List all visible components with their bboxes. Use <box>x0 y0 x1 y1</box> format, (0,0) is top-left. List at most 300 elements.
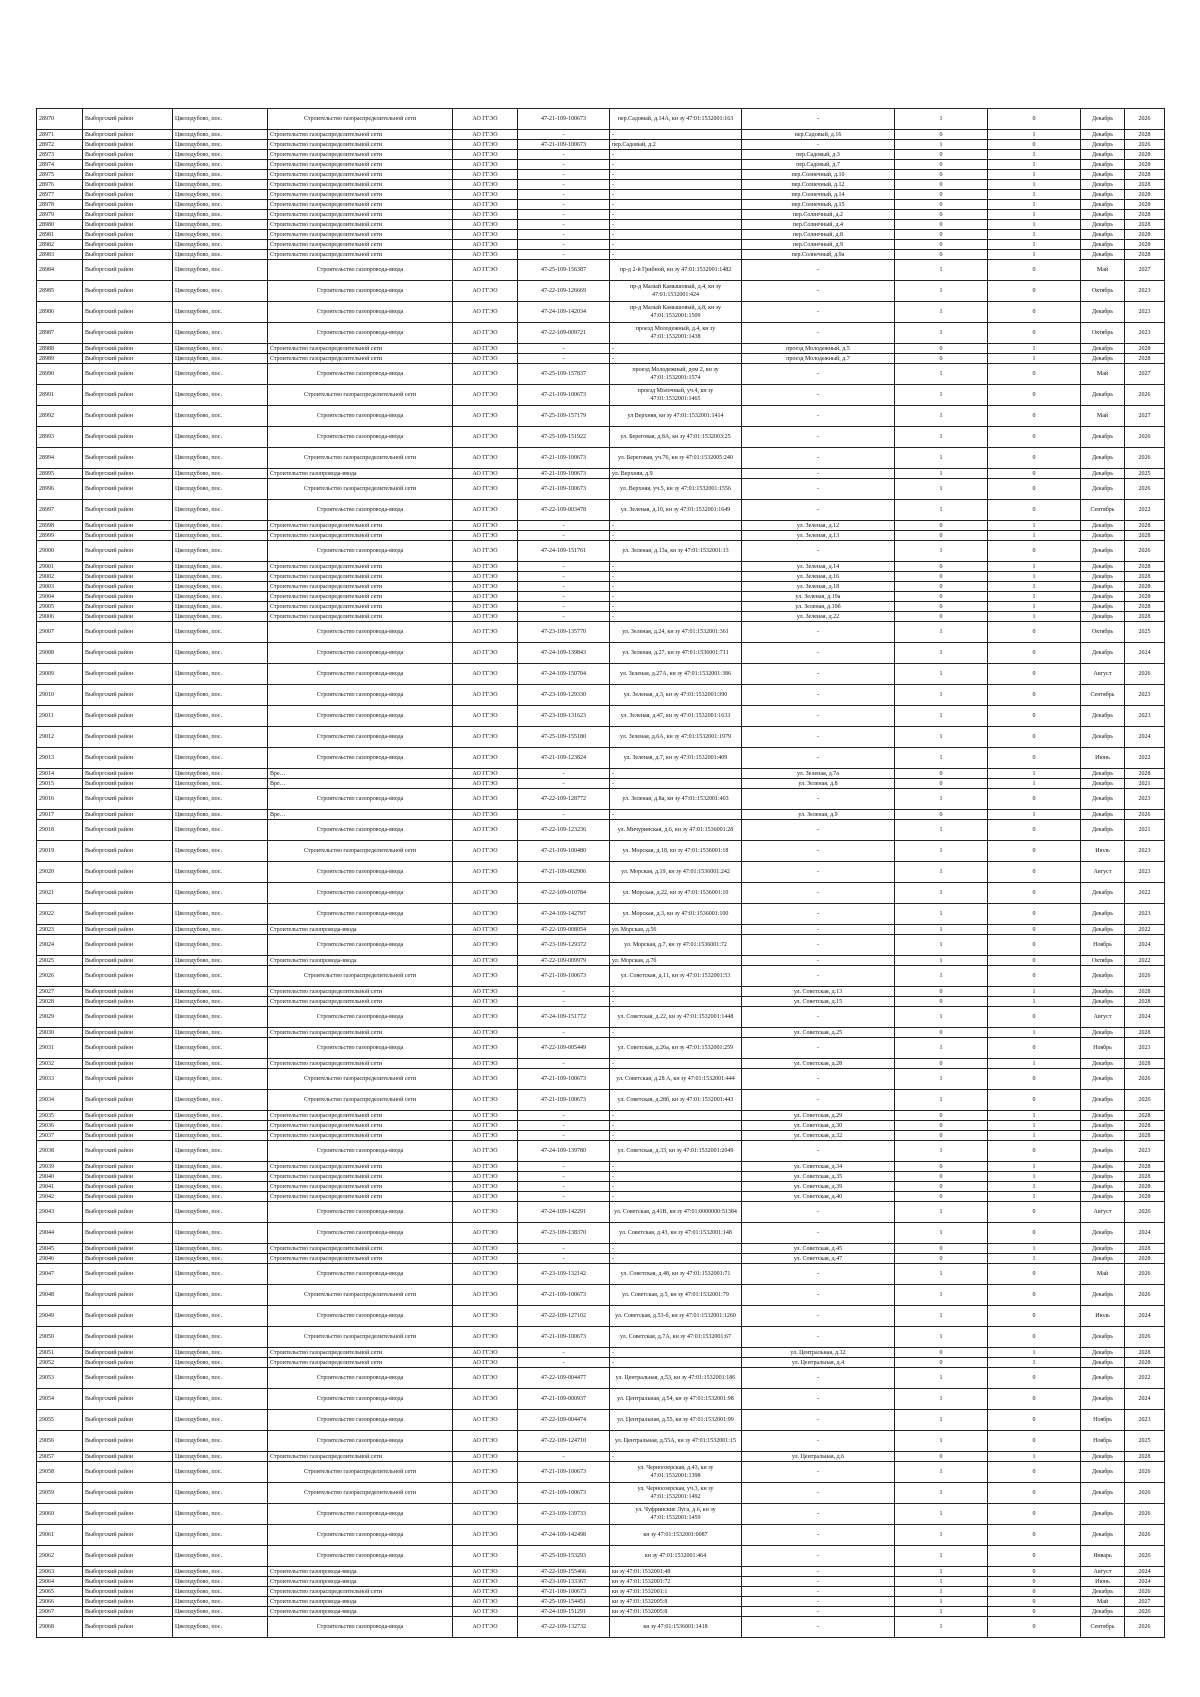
cell-year: 2028 <box>1125 1244 1165 1254</box>
cell-count-b: 0 <box>988 1223 1081 1244</box>
cell-year: 2023 <box>1125 862 1165 883</box>
table-row <box>37 622 1165 643</box>
table-row <box>37 1162 1165 1172</box>
cell-work-type: Строительство газораспределительной сети <box>268 602 453 612</box>
cell-count-a: 0 <box>895 987 988 997</box>
cell-year: 2028 <box>1125 250 1165 260</box>
cell-year: 2028 <box>1125 130 1165 140</box>
cell-organization: АО ГГЭО <box>453 582 518 592</box>
cell-work-type: Строительство газораспределительной сети <box>268 1182 453 1192</box>
cell-row-number: 28985 <box>37 281 83 302</box>
cell-work-type: Строительство газораспределительной сети <box>268 160 453 170</box>
cell-count-b: 0 <box>988 281 1081 302</box>
cell-work-type: Вре… <box>268 779 453 789</box>
cell-year: 2027 <box>1125 406 1165 427</box>
cell-count-a: 0 <box>895 1452 988 1462</box>
cell-year: 2028 <box>1125 1192 1165 1202</box>
cell-count-a: 0 <box>895 1121 988 1131</box>
cell-year: 2028 <box>1125 572 1165 582</box>
cell-month: Декабрь <box>1081 170 1125 180</box>
cell-count-b: 1 <box>988 1358 1081 1368</box>
cell-application-number: - <box>518 344 610 354</box>
table-row <box>37 789 1165 810</box>
cell-month: Декабрь <box>1081 1483 1125 1504</box>
cell-year: 2028 <box>1125 997 1165 1007</box>
cell-address-cadastral: ул. Советская, д.26а, кн зу 47:01:1532001:259 <box>610 1038 742 1059</box>
cell-organization: АО ГГЭО <box>453 1327 518 1348</box>
cell-month: Декабрь <box>1081 1389 1125 1410</box>
cell-count-a: 0 <box>895 769 988 779</box>
cell-month: Декабрь <box>1081 109 1125 130</box>
cell-district: Выборгский район <box>83 1452 173 1462</box>
cell-address-house: - <box>742 925 895 935</box>
cell-count-b: 1 <box>988 592 1081 602</box>
cell-address-cadastral: ул. Советская, д.48, кн зу 47:01:1532001:71 <box>610 1264 742 1285</box>
cell-address-house: ул. Советская, д.35 <box>742 1172 895 1182</box>
cell-address-cadastral: - <box>610 562 742 572</box>
cell-organization: АО ГГЭО <box>453 925 518 935</box>
cell-address-cadastral: - <box>610 1358 742 1368</box>
cell-row-number: 28990 <box>37 364 83 385</box>
cell-count-b: 0 <box>988 364 1081 385</box>
cell-settlement: Цвелодубово, пос. <box>173 997 268 1007</box>
cell-application-number: 47-25-109-157179 <box>518 406 610 427</box>
table-row <box>37 130 1165 140</box>
cell-month: Декабрь <box>1081 190 1125 200</box>
cell-district: Выборгский район <box>83 572 173 582</box>
cell-work-type: Вре… <box>268 769 453 779</box>
cell-settlement: Цвелодубово, пос. <box>173 1121 268 1131</box>
cell-month: Август <box>1081 862 1125 883</box>
cell-address-house: - <box>742 1389 895 1410</box>
cell-organization: АО ГГЭО <box>453 1389 518 1410</box>
cell-organization: АО ГГЭО <box>453 1182 518 1192</box>
cell-year: 2028 <box>1125 1131 1165 1141</box>
cell-district: Выборгский район <box>83 956 173 966</box>
cell-organization: АО ГГЭО <box>453 820 518 841</box>
cell-month: Ноябрь <box>1081 1038 1125 1059</box>
cell-organization: АО ГГЭО <box>453 406 518 427</box>
cell-district: Выборгский район <box>83 150 173 160</box>
cell-district: Выборгский район <box>83 685 173 706</box>
table-row <box>37 1254 1165 1264</box>
cell-row-number: 29028 <box>37 997 83 1007</box>
cell-address-house: - <box>742 1617 895 1638</box>
cell-row-number: 28993 <box>37 427 83 448</box>
cell-work-type: Строительство газопровода-ввода <box>268 469 453 479</box>
cell-year: 2028 <box>1125 1452 1165 1462</box>
cell-row-number: 29043 <box>37 1202 83 1223</box>
cell-work-type: Строительство газораспределительной сети <box>268 170 453 180</box>
table-row <box>37 820 1165 841</box>
cell-count-b: 0 <box>988 500 1081 521</box>
cell-row-number: 28992 <box>37 406 83 427</box>
cell-work-type: Строительство газопровода-ввода <box>268 1038 453 1059</box>
cell-year: 2026 <box>1125 427 1165 448</box>
cell-organization: АО ГГЭО <box>453 1358 518 1368</box>
cell-row-number: 29067 <box>37 1607 83 1617</box>
cell-organization: АО ГГЭО <box>453 1462 518 1483</box>
cell-year: 2028 <box>1125 1172 1165 1182</box>
cell-address-house: - <box>742 1483 895 1504</box>
cell-count-a: 0 <box>895 582 988 592</box>
cell-count-a: 0 <box>895 997 988 1007</box>
cell-application-number: 47-21-109-002906 <box>518 862 610 883</box>
cell-organization: АО ГГЭО <box>453 180 518 190</box>
cell-application-number: - <box>518 1254 610 1264</box>
cell-application-number: - <box>518 612 610 622</box>
cell-address-house: - <box>742 1007 895 1028</box>
cell-address-house: ул. Центральная, д.4 <box>742 1358 895 1368</box>
cell-row-number: 29042 <box>37 1192 83 1202</box>
cell-organization: АО ГГЭО <box>453 1617 518 1638</box>
cell-district: Выборгский район <box>83 479 173 500</box>
cell-month: Декабрь <box>1081 562 1125 572</box>
cell-settlement: Цвелодубово, пос. <box>173 987 268 997</box>
cell-count-a: 0 <box>895 250 988 260</box>
cell-month: Декабрь <box>1081 1244 1125 1254</box>
cell-district: Выборгский район <box>83 779 173 789</box>
cell-count-a: 0 <box>895 531 988 541</box>
cell-work-type: Строительство газопровода-ввода <box>268 935 453 956</box>
cell-district: Выборгский район <box>83 448 173 469</box>
cell-application-number: 47-21-109-000937 <box>518 1389 610 1410</box>
cell-district: Выборгский район <box>83 706 173 727</box>
cell-address-cadastral: ул. Центральная, д.55А, кн зу 47:01:1532001:15 <box>610 1431 742 1452</box>
cell-count-b: 0 <box>988 1285 1081 1306</box>
cell-settlement: Цвелодубово, пос. <box>173 1090 268 1111</box>
cell-application-number: 47-21-109-100673 <box>518 966 610 987</box>
cell-work-type: Строительство газораспределительной сети <box>268 140 453 150</box>
cell-row-number: 28987 <box>37 323 83 344</box>
cell-row-number: 29008 <box>37 643 83 664</box>
cell-address-house: - <box>742 427 895 448</box>
cell-month: Декабрь <box>1081 521 1125 531</box>
cell-count-a: 1 <box>895 935 988 956</box>
cell-settlement: Цвелодубово, пос. <box>173 302 268 323</box>
cell-settlement: Цвелодубово, пос. <box>173 862 268 883</box>
cell-count-b: 0 <box>988 1587 1081 1597</box>
table-row <box>37 109 1165 130</box>
cell-count-a: 0 <box>895 190 988 200</box>
cell-count-b: 0 <box>988 1617 1081 1638</box>
cell-count-a: 1 <box>895 1264 988 1285</box>
cell-application-number: 47-24-109-151291 <box>518 1607 610 1617</box>
cell-application-number: 47-21-109-100480 <box>518 841 610 862</box>
cell-settlement: Цвелодубово, пос. <box>173 706 268 727</box>
cell-work-type: Строительство газораспределительной сети <box>268 1254 453 1264</box>
table-row <box>37 1597 1165 1607</box>
cell-settlement: Цвелодубово, пос. <box>173 1059 268 1069</box>
cell-count-a: 1 <box>895 1607 988 1617</box>
cell-application-number: 47-25-109-155180 <box>518 727 610 748</box>
cell-application-number: - <box>518 602 610 612</box>
cell-organization: АО ГГЭО <box>453 956 518 966</box>
cell-settlement: Цвелодубово, пос. <box>173 1587 268 1597</box>
table-row <box>37 427 1165 448</box>
cell-month: Сентябрь <box>1081 1617 1125 1638</box>
cell-address-cadastral: ул. Зеленая, д.3, кн зу 47:01:1532001:390 <box>610 685 742 706</box>
cell-month: Декабрь <box>1081 469 1125 479</box>
cell-year: 2028 <box>1125 521 1165 531</box>
cell-district: Выборгский район <box>83 1069 173 1090</box>
cell-year: 2028 <box>1125 531 1165 541</box>
cell-year: 2026 <box>1125 1587 1165 1597</box>
table-row <box>37 592 1165 602</box>
cell-address-cadastral: - <box>610 592 742 602</box>
cell-district: Выборгский район <box>83 500 173 521</box>
cell-count-b: 0 <box>988 1264 1081 1285</box>
cell-application-number: - <box>518 1348 610 1358</box>
cell-year: 2028 <box>1125 1121 1165 1131</box>
cell-count-a: 0 <box>895 1182 988 1192</box>
cell-organization: АО ГГЭО <box>453 1577 518 1587</box>
cell-count-a: 1 <box>895 323 988 344</box>
cell-address-house: - <box>742 1264 895 1285</box>
cell-settlement: Цвелодубово, пос. <box>173 1358 268 1368</box>
cell-application-number: 47-22-109-128772 <box>518 789 610 810</box>
cell-organization: АО ГГЭО <box>453 1410 518 1431</box>
cell-row-number: 28989 <box>37 354 83 364</box>
cell-row-number: 29058 <box>37 1462 83 1483</box>
cell-month: Декабрь <box>1081 250 1125 260</box>
cell-year: 2021 <box>1125 779 1165 789</box>
cell-address-house: - <box>742 706 895 727</box>
cell-application-number: - <box>518 1192 610 1202</box>
cell-settlement: Цвелодубово, пос. <box>173 1348 268 1358</box>
cell-year: 2023 <box>1125 789 1165 810</box>
cell-month: Декабрь <box>1081 1587 1125 1597</box>
cell-address-cadastral: - <box>610 769 742 779</box>
cell-district: Выборгский район <box>83 521 173 531</box>
cell-settlement: Цвелодубово, пос. <box>173 1038 268 1059</box>
cell-organization: АО ГГЭО <box>453 1090 518 1111</box>
cell-count-a: 1 <box>895 1007 988 1028</box>
cell-year: 2028 <box>1125 230 1165 240</box>
cell-count-a: 0 <box>895 562 988 572</box>
cell-month: Декабрь <box>1081 789 1125 810</box>
cell-settlement: Цвелодубово, пос. <box>173 200 268 210</box>
cell-district: Выборгский район <box>83 250 173 260</box>
table-row <box>37 1090 1165 1111</box>
document-sheet <box>36 108 1164 1638</box>
cell-month: Май <box>1081 260 1125 281</box>
cell-count-b: 1 <box>988 1182 1081 1192</box>
cell-row-number: 28977 <box>37 190 83 200</box>
cell-organization: АО ГГЭО <box>453 130 518 140</box>
cell-settlement: Цвелодубово, пос. <box>173 1264 268 1285</box>
cell-district: Выборгский район <box>83 200 173 210</box>
cell-month: Декабрь <box>1081 925 1125 935</box>
cell-month: Декабрь <box>1081 769 1125 779</box>
cell-settlement: Цвелодубово, пос. <box>173 385 268 406</box>
cell-year: 2026 <box>1125 1525 1165 1546</box>
cell-year: 2028 <box>1125 210 1165 220</box>
cell-district: Выборгский район <box>83 130 173 140</box>
cell-row-number: 29018 <box>37 820 83 841</box>
cell-year: 2026 <box>1125 479 1165 500</box>
cell-row-number: 28970 <box>37 109 83 130</box>
table-row <box>37 1607 1165 1617</box>
cell-year: 2023 <box>1125 685 1165 706</box>
cell-organization: АО ГГЭО <box>453 1483 518 1504</box>
cell-application-number: 47-21-109-100673 <box>518 1462 610 1483</box>
table-row <box>37 240 1165 250</box>
cell-count-b: 1 <box>988 1172 1081 1182</box>
cell-address-cadastral: - <box>610 230 742 240</box>
cell-month: Декабрь <box>1081 479 1125 500</box>
cell-count-b: 0 <box>988 904 1081 925</box>
cell-row-number: 29062 <box>37 1546 83 1567</box>
cell-district: Выборгский район <box>83 1244 173 1254</box>
cell-year: 2023 <box>1125 302 1165 323</box>
cell-address-cadastral: - <box>610 210 742 220</box>
cell-settlement: Цвелодубово, пос. <box>173 1182 268 1192</box>
cell-year: 2026 <box>1125 1090 1165 1111</box>
cell-count-a: 1 <box>895 140 988 150</box>
cell-year: 2026 <box>1125 1285 1165 1306</box>
cell-settlement: Цвелодубово, пос. <box>173 150 268 160</box>
cell-settlement: Цвелодубово, пос. <box>173 1285 268 1306</box>
cell-count-a: 1 <box>895 1577 988 1587</box>
cell-year: 2026 <box>1125 966 1165 987</box>
cell-settlement: Цвелодубово, пос. <box>173 685 268 706</box>
cell-address-cadastral: ул. Центральная, д.54, кн зу 47:01:1532001:98 <box>610 1389 742 1410</box>
cell-application-number: 47-23-109-133367 <box>518 1577 610 1587</box>
cell-row-number: 29044 <box>37 1223 83 1244</box>
table-row <box>37 1121 1165 1131</box>
cell-organization: АО ГГЭО <box>453 789 518 810</box>
cell-month: Декабрь <box>1081 779 1125 789</box>
cell-district: Выборгский район <box>83 810 173 820</box>
cell-month: Декабрь <box>1081 1254 1125 1264</box>
cell-year: 2023 <box>1125 904 1165 925</box>
cell-count-b: 1 <box>988 1111 1081 1121</box>
cell-application-number: 47-24-109-142498 <box>518 1525 610 1546</box>
cell-settlement: Цвелодубово, пос. <box>173 820 268 841</box>
cell-application-number: 47-23-109-129372 <box>518 935 610 956</box>
table-row <box>37 1567 1165 1577</box>
cell-address-cadastral: ул. Морская, д.7, кн зу 47:01:1536001:72 <box>610 935 742 956</box>
cell-count-b: 0 <box>988 727 1081 748</box>
cell-month: Октябрь <box>1081 622 1125 643</box>
cell-month: Декабрь <box>1081 210 1125 220</box>
cell-district: Выборгский район <box>83 1090 173 1111</box>
cell-district: Выборгский район <box>83 1028 173 1038</box>
cell-application-number: 47-23-109-131623 <box>518 706 610 727</box>
cell-application-number: 47-21-109-100673 <box>518 1090 610 1111</box>
table-row <box>37 1483 1165 1504</box>
cell-count-b: 1 <box>988 1162 1081 1172</box>
cell-count-a: 0 <box>895 612 988 622</box>
table-row <box>37 281 1165 302</box>
cell-work-type: Строительство газораспределительной сети <box>268 1244 453 1254</box>
cell-application-number: 47-21-109-100673 <box>518 469 610 479</box>
cell-count-a: 1 <box>895 727 988 748</box>
cell-address-house: ул. Советская, д.25 <box>742 1028 895 1038</box>
cell-organization: АО ГГЭО <box>453 240 518 250</box>
cell-settlement: Цвелодубово, пос. <box>173 1546 268 1567</box>
cell-district: Выборгский район <box>83 820 173 841</box>
cell-organization: АО ГГЭО <box>453 1504 518 1525</box>
cell-organization: АО ГГЭО <box>453 643 518 664</box>
cell-organization: АО ГГЭО <box>453 562 518 572</box>
cell-month: Ноябрь <box>1081 1410 1125 1431</box>
cell-row-number: 29021 <box>37 883 83 904</box>
table-row <box>37 1462 1165 1483</box>
cell-district: Выборгский район <box>83 302 173 323</box>
table-row <box>37 1264 1165 1285</box>
cell-application-number: - <box>518 170 610 180</box>
cell-application-number: - <box>518 160 610 170</box>
cell-organization: АО ГГЭО <box>453 935 518 956</box>
cell-count-b: 0 <box>988 1090 1081 1111</box>
cell-settlement: Цвелодубово, пос. <box>173 210 268 220</box>
cell-address-house: ул. Советская, д.47 <box>742 1254 895 1264</box>
cell-row-number: 29045 <box>37 1244 83 1254</box>
cell-address-house: ул. Зеленая, д.19а <box>742 592 895 602</box>
cell-district: Выборгский район <box>83 260 173 281</box>
cell-district: Выборгский район <box>83 841 173 862</box>
table-row <box>37 643 1165 664</box>
cell-district: Выборгский район <box>83 602 173 612</box>
cell-count-a: 0 <box>895 210 988 220</box>
cell-application-number: 47-23-109-138370 <box>518 1223 610 1244</box>
cell-address-house: - <box>742 748 895 769</box>
cell-year: 2028 <box>1125 344 1165 354</box>
cell-organization: АО ГГЭО <box>453 200 518 210</box>
cell-work-type: Строительство газораспределительной сети <box>268 1285 453 1306</box>
cell-count-a: 0 <box>895 1111 988 1121</box>
cell-settlement: Цвелодубово, пос. <box>173 1327 268 1348</box>
cell-district: Выборгский район <box>83 323 173 344</box>
cell-count-b: 0 <box>988 706 1081 727</box>
cell-work-type: Строительство газопровода-ввода <box>268 1202 453 1223</box>
cell-address-cadastral: - <box>610 1254 742 1264</box>
cell-settlement: Цвелодубово, пос. <box>173 956 268 966</box>
cell-address-cadastral: - <box>610 160 742 170</box>
cell-work-type: Строительство газопровода-ввода <box>268 1504 453 1525</box>
cell-work-type: Строительство газораспределительной сети <box>268 1452 453 1462</box>
cell-count-b: 1 <box>988 190 1081 200</box>
table-row <box>37 1244 1165 1254</box>
cell-count-a: 1 <box>895 904 988 925</box>
cell-address-house: пер.Садовый, д.16 <box>742 130 895 140</box>
cell-organization: АО ГГЭО <box>453 354 518 364</box>
cell-count-b: 1 <box>988 572 1081 582</box>
cell-work-type: Строительство газораспределительной сети <box>268 612 453 622</box>
cell-row-number: 29009 <box>37 664 83 685</box>
table-row <box>37 1028 1165 1038</box>
cell-work-type: Строительство газопровода-ввода <box>268 1546 453 1567</box>
cell-month: Декабрь <box>1081 1462 1125 1483</box>
cell-count-a: 1 <box>895 1069 988 1090</box>
cell-row-number: 29063 <box>37 1567 83 1577</box>
cell-district: Выборгский район <box>83 1597 173 1607</box>
cell-organization: АО ГГЭО <box>453 250 518 260</box>
cell-month: Декабрь <box>1081 1327 1125 1348</box>
cell-row-number: 29014 <box>37 769 83 779</box>
cell-work-type: Строительство газопровода-ввода <box>268 1607 453 1617</box>
cell-settlement: Цвелодубово, пос. <box>173 260 268 281</box>
cell-year: 2028 <box>1125 987 1165 997</box>
cell-application-number: 47-22-109-124710 <box>518 1431 610 1452</box>
cell-year: 2028 <box>1125 354 1165 364</box>
cell-district: Выборгский район <box>83 1182 173 1192</box>
cell-row-number: 29054 <box>37 1389 83 1410</box>
cell-count-b: 0 <box>988 1567 1081 1577</box>
cell-work-type: Строительство газораспределительной сети <box>268 1358 453 1368</box>
